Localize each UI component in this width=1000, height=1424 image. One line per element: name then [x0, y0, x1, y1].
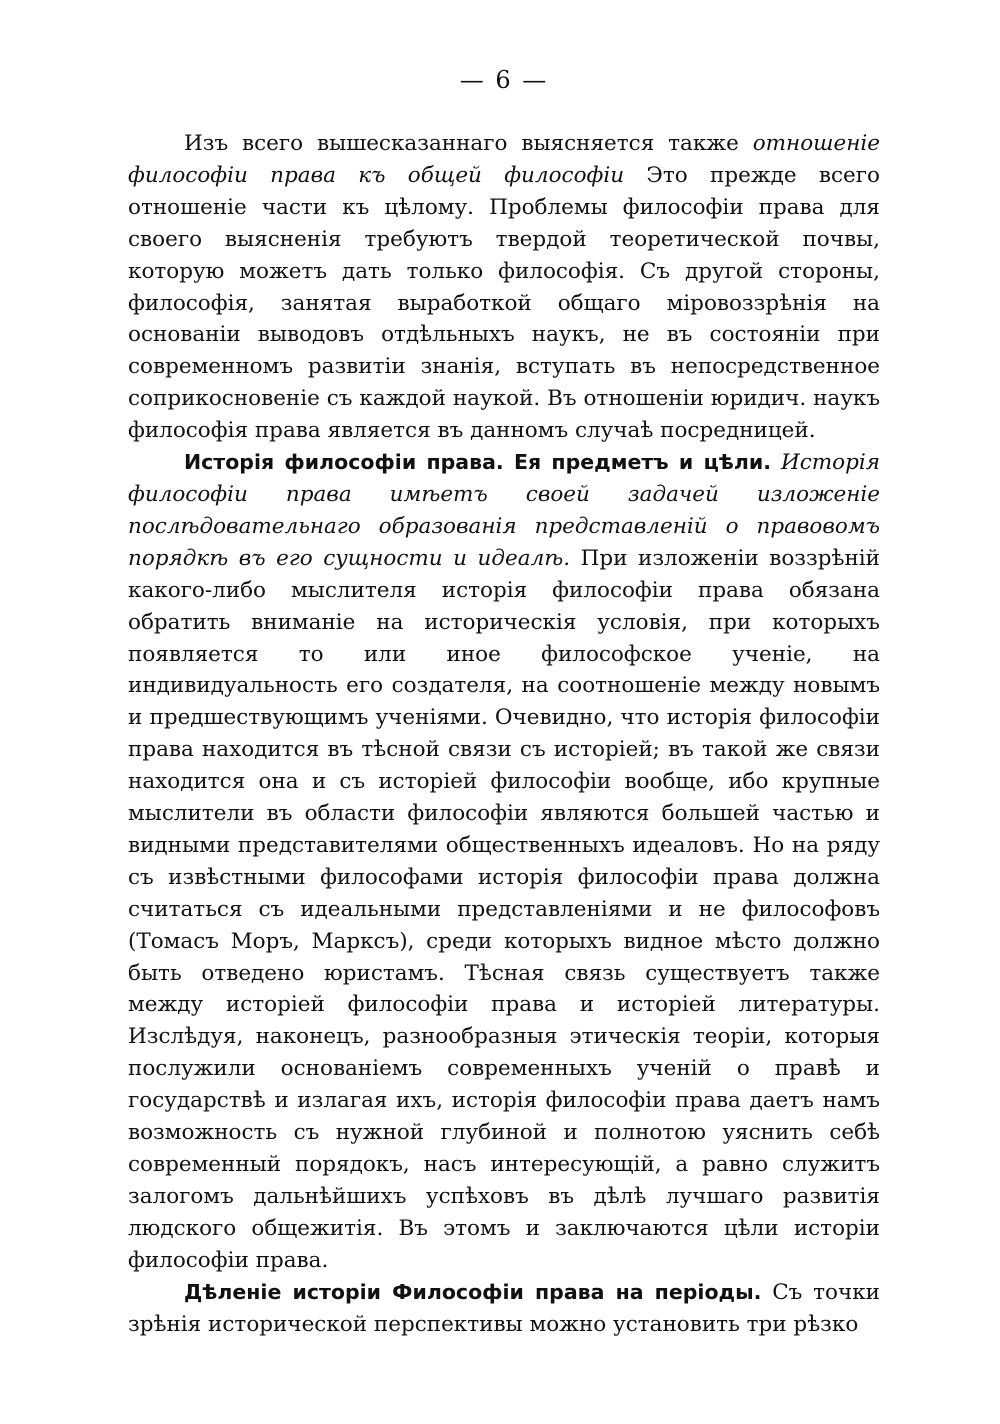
paragraph-text-intro	[771, 450, 781, 475]
italic-definition: Исторія философіи права имѣетъ своей задачей изложеніе послѣдовательнаго образованія представленій о правовомъ порядкѣ въ его сущности и идеалѣ.	[128, 450, 880, 571]
section-heading: Исторія философіи права. Ея предметъ и цѣли.	[184, 450, 772, 475]
document-page	[128, 60, 880, 1400]
paragraph-text: При изложеніи воззрѣній какого-либо мыслителя исторія философіи права обязана обратить вниманіе на историческія условія, при которыхъ появляется то или иное философское ученіе, на индивидуальность его создателя, на соотношеніе между новымъ и предшествующимъ ученіями. Очевидно, что исторія философіи права находится въ тѣсной связи съ исторіей; въ такой же связи находится она и съ исторіей философіи вообще, ибо крупные мыслители въ области философіи являются большей частью и видными представителями общественныхъ идеаловъ. Но на ряду съ извѣстными философами исторія философіи права должна считаться съ идеальными представленіями и не философовъ (Томасъ Моръ, Марксъ), среди которыхъ видное мѣсто должно быть отведено юристамъ. Тѣсная связь существуетъ также между исторіей философіи права и исторіей литературы. Изслѣдуя, наконецъ, разнообразныя этическія теоріи, которыя послужили основаніемъ современныхъ ученій о правѣ и государствѣ и излагая ихъ, исторія философіи права даетъ намъ возможность съ нужной глубиной и полнотою уяснить себѣ современный порядокъ, насъ интересующій, а равно служитъ залогомъ дальнѣйшихъ успѣховъ въ дѣлѣ лучшаго развитія людского общежитія. Въ этомъ и заключаются цѣли исторіи философіи права.	[128, 545, 880, 1273]
body-text	[128, 128, 880, 1340]
paragraph-text-intro: Съ точки зрѣнія исторической перспективы можно установить три рѣзко	[128, 1279, 880, 1337]
paragraph-text-intro: Изъ всего вышесказаннаго выясняется также	[184, 131, 753, 156]
paragraph-history-subject-goals	[128, 447, 880, 1277]
italic-emphasis: отношеніе философіи права къ общей философіи	[128, 131, 880, 188]
paragraph-text: Это прежде всего отношеніе части къ цѣлому. Проблемы философіи права для своего выясненія требуютъ твердой теоретической почвы, которую можетъ дать только философія. Съ другой стороны, философія, занятая выработкой общаго міровоззрѣнія на основаніи выводовъ отдѣльныхъ наукъ, не въ состояніи при современномъ развитіи знанія, вступать въ непосредственное соприкосновеніе съ каждой наукой. Въ отношеніи юридич. наукъ философія права является въ данномъ случаѣ посредницей.	[128, 162, 880, 444]
paragraph-periodization	[128, 1277, 880, 1341]
paragraph-relation-to-philosophy	[128, 128, 880, 447]
section-heading: Дѣленіе исторіи Философіи права на періоды.	[184, 1279, 762, 1304]
page-number: — 6 —	[459, 66, 549, 94]
